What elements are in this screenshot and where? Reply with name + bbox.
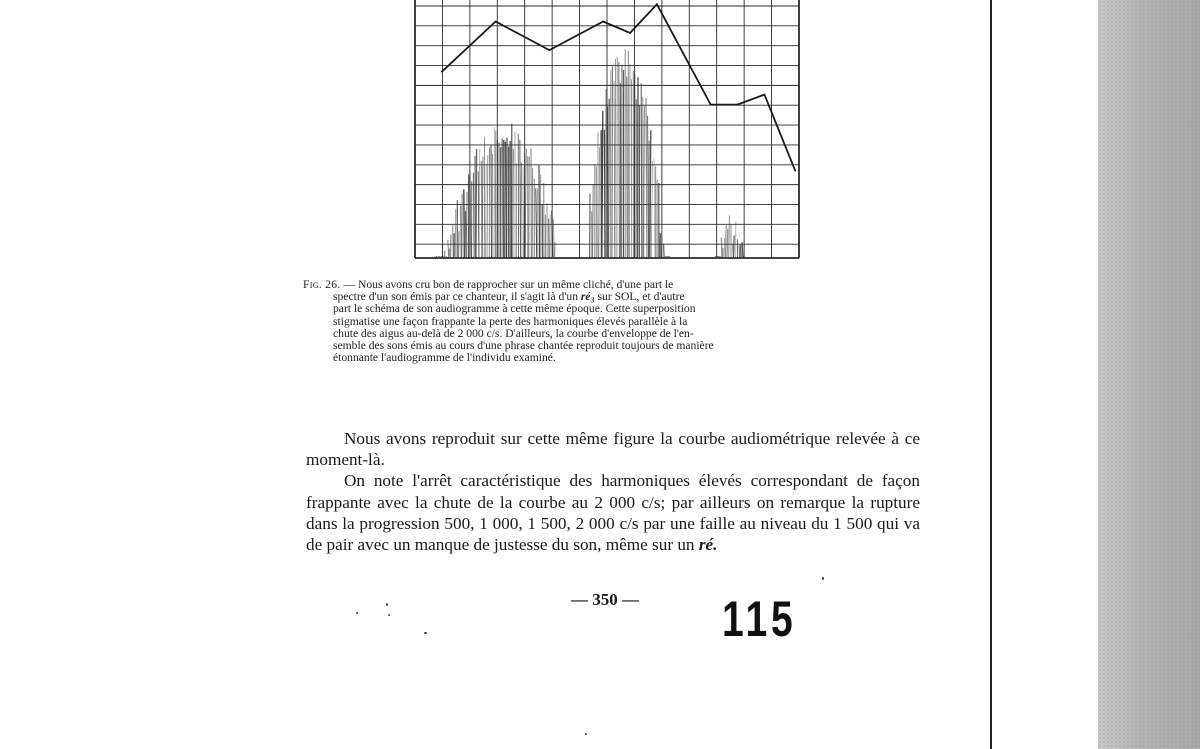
spectrum-stroke xyxy=(668,256,669,258)
spectrum-stroke xyxy=(494,127,495,258)
spectrum-stroke xyxy=(741,244,742,258)
spectrum-stroke xyxy=(619,62,620,258)
spectrum-stroke xyxy=(442,256,443,258)
spectrum-stroke xyxy=(608,99,609,258)
audiogram-point xyxy=(441,71,443,73)
audiogram-point xyxy=(764,94,766,96)
spectrum-stroke xyxy=(552,211,553,258)
spectrum-stroke xyxy=(636,99,637,258)
figure-label: Fig. 26. xyxy=(303,278,341,291)
spectrum-stroke xyxy=(462,194,463,258)
caption-line: stigmatise une façon frappante la perte des harmoniques élevés parallèle à la xyxy=(333,314,688,328)
spectrum-stroke xyxy=(604,130,605,258)
spectrum-stroke xyxy=(455,209,456,258)
caption-line: sur SOL, et d'autre xyxy=(597,290,685,304)
spectrum-stroke xyxy=(473,173,474,258)
spectrum-stroke xyxy=(453,224,454,258)
spectrum-stroke xyxy=(615,59,616,258)
speck xyxy=(356,612,358,614)
spectrum-stroke xyxy=(470,172,471,258)
audiogram-point xyxy=(794,170,796,172)
stamp-number: 115 xyxy=(722,591,797,647)
spectrum-stroke xyxy=(726,225,727,258)
spectrum-stroke xyxy=(651,161,652,258)
spectrum-stroke xyxy=(641,83,642,258)
spectrum-stroke xyxy=(476,149,477,258)
speck xyxy=(585,733,587,735)
spectrum-stroke xyxy=(448,240,449,258)
spectrum-stroke xyxy=(646,98,647,258)
speck xyxy=(822,577,824,580)
audiogram-point xyxy=(656,3,658,5)
spectrum-stroke xyxy=(482,156,483,258)
audiogram-point xyxy=(602,21,604,23)
spectrum-stroke xyxy=(739,245,740,258)
speck xyxy=(424,632,427,634)
spectrum-stroke xyxy=(729,215,730,258)
caption-line: étonnante l'audiogramme de l'individu examiné. xyxy=(333,351,556,365)
spectrum-stroke xyxy=(506,138,507,258)
caption-line: chute des aigus au-delà de 2 000 c/s. D'ailleurs, la courbe d'enveloppe de l'en- xyxy=(333,326,694,340)
binding-line xyxy=(990,0,992,749)
spectrum-stroke xyxy=(664,244,665,258)
spectrum-stroke xyxy=(733,236,734,258)
spectrum-stroke xyxy=(529,157,530,258)
caption-line: part le schéma de son audiogramme à cette même époque. Cette superposition xyxy=(333,302,696,316)
spectrum-stroke xyxy=(727,229,728,258)
audiogram-point xyxy=(710,104,712,106)
spectrum-stroke xyxy=(513,149,514,258)
spectrum-stroke xyxy=(521,162,522,258)
speck xyxy=(386,603,388,606)
caption-line: spectre d'un son émis par ce chanteur, il s'agit là d'un xyxy=(333,290,581,304)
audiogram-point xyxy=(629,32,631,34)
spectrum-audiogram-figure xyxy=(412,0,802,264)
caption-line: — Nous avons cru bon de rapprocher sur un même cliché, d'une part le xyxy=(340,278,674,291)
speck xyxy=(388,614,390,616)
spectrum-stroke xyxy=(464,189,465,258)
paragraph: Nous avons reproduit sur cette même figure la courbe audiométrique relevée à ce moment-là. xyxy=(306,429,920,470)
spectrum-stroke xyxy=(439,256,440,258)
paragraph-note: ré. xyxy=(698,535,718,555)
paragraph xyxy=(306,470,920,555)
figure-caption xyxy=(303,279,921,364)
caption-note: ré₃ xyxy=(580,290,595,304)
page-number: — 350 — xyxy=(571,590,639,609)
spectrum-stroke xyxy=(644,105,645,258)
spectrum-stroke xyxy=(536,188,537,258)
page-edge-texture xyxy=(1098,0,1200,749)
spectrum-stroke xyxy=(742,242,743,258)
spectrum-stroke xyxy=(466,192,467,258)
spectrum-stroke xyxy=(599,147,600,258)
spectrum-stroke xyxy=(441,256,442,258)
audiogram-point xyxy=(495,21,497,23)
audiogram-point xyxy=(549,49,551,51)
spectrum-stroke xyxy=(610,70,611,258)
body-text xyxy=(306,428,920,555)
spectrum-stroke xyxy=(502,139,503,258)
spectrum-stroke xyxy=(593,185,594,258)
audiogram-point xyxy=(737,104,739,106)
paragraph-text: On note l'arrêt caractéristique des harmoniques élevés correspondant de façon frappante avec la chute de la courbe au 2 000 c/s; par ailleurs on remarque la rupture dans la progression 500, 1 000, 1 500, 2 000 c/s par une faille au niveau du 1 500 qui va de pair avec un manque de justesse du son, même sur un xyxy=(306,471,920,555)
caption-line: semble des sons émis au cours d'une phrase chantée reproduit toujours de manière xyxy=(333,339,714,353)
spectrum-stroke xyxy=(721,238,722,258)
spectrum-stroke xyxy=(487,155,488,258)
spectrum-stroke xyxy=(553,219,554,258)
spectrum-stroke xyxy=(650,130,651,258)
spectrum-stroke xyxy=(715,256,716,258)
spectrum-stroke xyxy=(654,158,655,258)
spectrum-stroke xyxy=(602,111,603,258)
